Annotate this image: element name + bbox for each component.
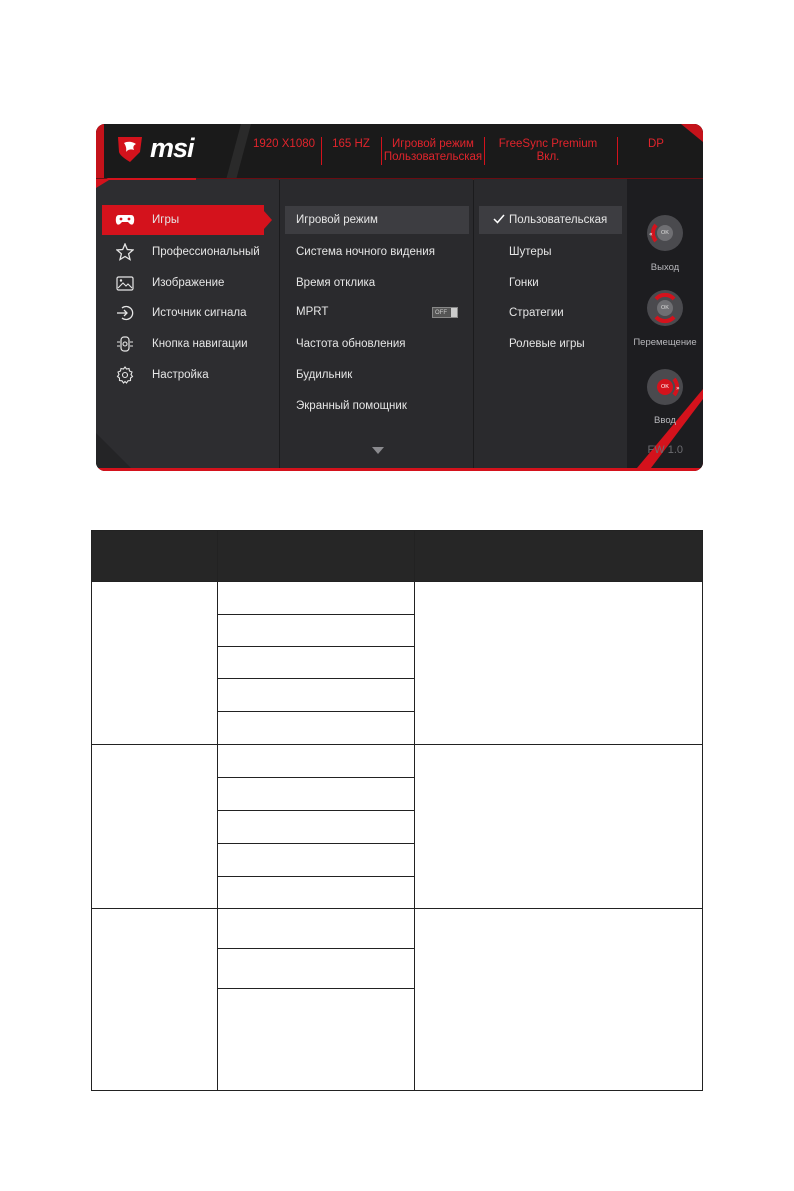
option-strategy[interactable] bbox=[479, 299, 622, 327]
menu-item-label: Кнопка навигации bbox=[152, 338, 248, 350]
divider bbox=[381, 137, 382, 165]
refresh-rate-text: 165 HZ bbox=[332, 138, 370, 150]
menu-item-label: Источник сигнала bbox=[152, 307, 247, 319]
table-header-cell bbox=[92, 531, 218, 582]
mprt-toggle[interactable]: OFF bbox=[432, 307, 458, 318]
option-shooters[interactable] bbox=[479, 238, 622, 266]
menu-item-navigation-key[interactable] bbox=[102, 329, 270, 359]
option-label: Гонки bbox=[509, 277, 539, 289]
option-racing[interactable] bbox=[479, 269, 622, 297]
checkmark-icon bbox=[493, 214, 505, 227]
submenu-item-alarm-clock[interactable] bbox=[285, 361, 469, 389]
gamepad-icon bbox=[114, 211, 136, 229]
menu-bottom-accent bbox=[96, 408, 279, 468]
enter-label: Ввод bbox=[654, 415, 676, 426]
table-cell bbox=[92, 745, 218, 909]
menu-item-games[interactable] bbox=[102, 205, 264, 235]
option-label: Шутеры bbox=[509, 246, 552, 258]
joystick-icon bbox=[114, 335, 136, 353]
table-cell bbox=[217, 679, 414, 712]
menu-item-image[interactable] bbox=[102, 268, 270, 298]
table-row bbox=[92, 745, 703, 778]
table-cell bbox=[217, 909, 414, 949]
table-header-cell bbox=[414, 531, 702, 582]
divider bbox=[484, 137, 485, 165]
freesync-status-line2: Вкл. bbox=[536, 151, 560, 163]
joystick-exit-icon bbox=[647, 215, 683, 251]
table-cell bbox=[217, 811, 414, 844]
game-mode-status bbox=[383, 138, 483, 164]
table-cell bbox=[414, 909, 702, 1091]
table-row bbox=[92, 909, 703, 949]
table-cell bbox=[217, 877, 414, 909]
option-label: Стратегии bbox=[509, 307, 564, 319]
submenu bbox=[280, 179, 473, 468]
joystick-move-icon bbox=[647, 290, 683, 326]
submenu-item-label: Игровой режим bbox=[296, 214, 378, 226]
main-menu bbox=[96, 179, 279, 468]
submenu-item-label: Экранный помощник bbox=[296, 400, 407, 412]
menu-item-label: Настройка bbox=[152, 369, 209, 381]
input-source-icon bbox=[114, 304, 136, 322]
scroll-down-icon[interactable] bbox=[372, 447, 384, 454]
table-header-row bbox=[92, 531, 703, 582]
game-mode-status-line1: Игровой режим bbox=[392, 138, 474, 150]
table-row bbox=[92, 582, 703, 615]
submenu-item-night-vision[interactable] bbox=[285, 238, 469, 266]
osd-status-bar bbox=[96, 124, 703, 178]
submenu-item-label: Время отклика bbox=[296, 277, 376, 289]
osd-screenshot bbox=[96, 124, 703, 471]
menu-item-label: Профессиональный bbox=[152, 246, 260, 258]
menu-item-label: Изображение bbox=[152, 277, 225, 289]
table-cell bbox=[217, 989, 414, 1091]
move-label: Перемещение bbox=[633, 337, 697, 348]
menu-item-professional[interactable] bbox=[102, 237, 270, 267]
navigation-guide bbox=[627, 179, 703, 468]
menu-item-label: Игры bbox=[152, 214, 180, 226]
brand-name: msi bbox=[150, 133, 194, 163]
gear-icon bbox=[114, 366, 136, 384]
submenu-item-label: Частота обновления bbox=[296, 338, 406, 350]
input-source-text: DP bbox=[648, 138, 664, 150]
ok-button-icon: OK bbox=[657, 300, 673, 316]
table-header-cell bbox=[217, 531, 414, 582]
settings-table bbox=[91, 530, 703, 1091]
submenu-item-label: Система ночного видения bbox=[296, 246, 435, 258]
msi-logo bbox=[116, 133, 194, 164]
joystick-enter-icon bbox=[647, 369, 683, 405]
image-icon bbox=[114, 274, 136, 292]
submenu-item-refresh-rate[interactable] bbox=[285, 330, 469, 358]
table-cell bbox=[217, 949, 414, 989]
submenu-item-response-time[interactable] bbox=[285, 269, 469, 297]
submenu-item-screen-assistant[interactable] bbox=[285, 392, 469, 420]
ok-button-icon: OK bbox=[657, 379, 673, 395]
menu-item-input-source[interactable] bbox=[102, 298, 270, 328]
submenu-item-game-mode[interactable] bbox=[285, 206, 469, 234]
menu-top-red-line bbox=[96, 178, 196, 198]
game-mode-status-line2: Пользовательская bbox=[383, 151, 483, 163]
freesync-status-line1: FreeSync Premium bbox=[498, 138, 598, 150]
ok-button-icon: OK bbox=[657, 225, 673, 241]
table-cell bbox=[217, 844, 414, 877]
table-cell bbox=[414, 745, 702, 909]
resolution-text: 1920 X1080 bbox=[252, 138, 316, 150]
svg-text:«: « bbox=[649, 231, 653, 238]
submenu-item-label: Будильник bbox=[296, 369, 353, 381]
osd-bottom-accent bbox=[96, 468, 703, 471]
table-cell bbox=[414, 582, 702, 745]
table-cell bbox=[217, 712, 414, 745]
table-cell bbox=[217, 778, 414, 811]
table-cell bbox=[217, 615, 414, 647]
star-icon bbox=[114, 243, 136, 261]
divider bbox=[321, 137, 322, 165]
table-cell bbox=[217, 647, 414, 679]
firmware-version: FW 1.0 bbox=[647, 444, 683, 456]
exit-label: Выход bbox=[650, 262, 680, 273]
submenu-item-mprt[interactable] bbox=[285, 298, 469, 326]
svg-text:»: » bbox=[676, 385, 680, 392]
option-label: Ролевые игры bbox=[509, 338, 585, 350]
table-cell bbox=[217, 582, 414, 615]
options-list bbox=[474, 179, 627, 468]
table-cell bbox=[92, 909, 218, 1091]
option-rpg[interactable] bbox=[479, 330, 622, 358]
dragon-shield-icon bbox=[116, 134, 144, 164]
table-cell bbox=[92, 582, 218, 745]
submenu-item-label: MPRT bbox=[296, 306, 329, 318]
option-user[interactable] bbox=[479, 206, 622, 234]
table-cell bbox=[217, 745, 414, 778]
menu-item-settings[interactable] bbox=[102, 360, 270, 390]
option-label: Пользовательская bbox=[509, 214, 608, 226]
freesync-status bbox=[488, 138, 608, 164]
divider bbox=[617, 137, 618, 165]
